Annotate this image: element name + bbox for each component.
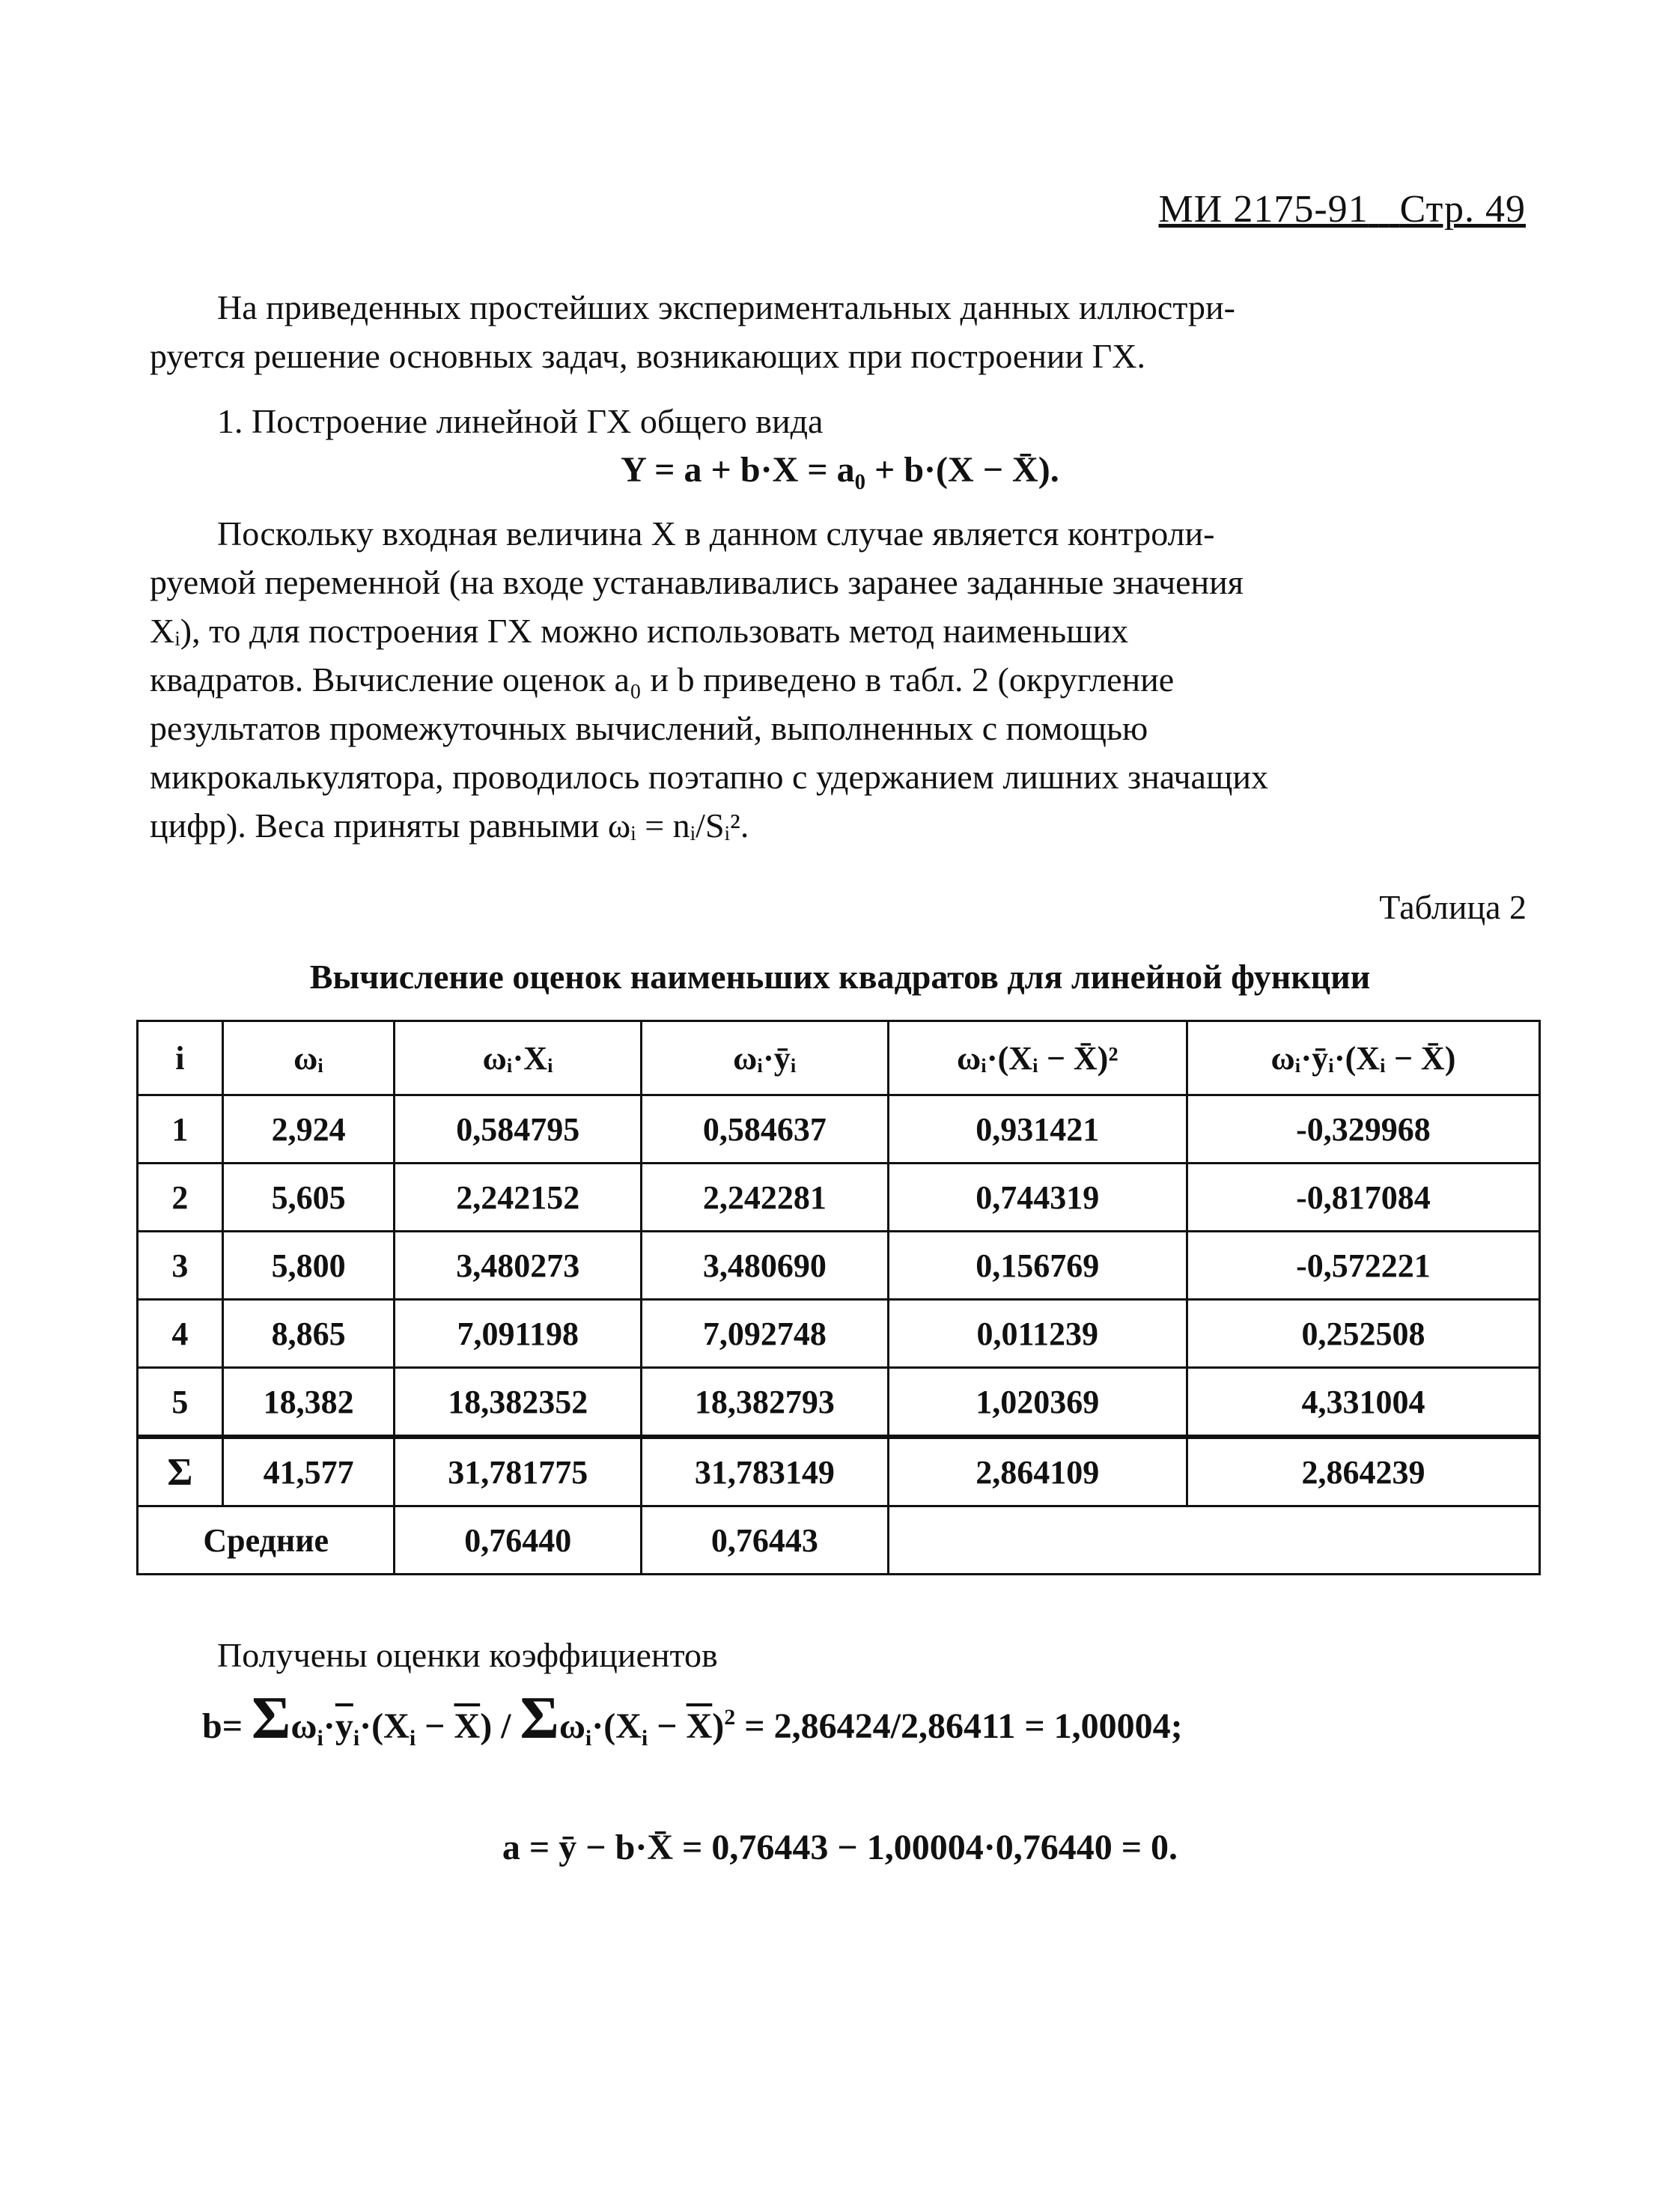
- table-cell: 3,480273: [395, 1232, 642, 1300]
- body-line-3: Xᵢ), то для построения ГХ можно использовать метод наименьших: [150, 612, 1129, 650]
- intro-paragraph: [150, 283, 1532, 380]
- table-row: [138, 1232, 1540, 1300]
- table-cell: 18,382: [222, 1368, 395, 1438]
- intro-line-1: На приведенных простейших экспериментальных данных иллюстри-: [217, 288, 1235, 326]
- table-label: Таблица 2: [1379, 888, 1527, 926]
- body-line-4: квадратов. Вычисление оценок a₀ и b приведено в табл. 2 (округление: [150, 660, 1175, 699]
- table-cell: 0,584637: [642, 1095, 889, 1164]
- mean-x-cell: 0,76440: [395, 1506, 642, 1575]
- table-cell: 18,382793: [642, 1368, 889, 1438]
- table-cell: 0,744319: [888, 1164, 1187, 1232]
- table-cell: 0,011239: [888, 1300, 1187, 1368]
- table-sum-row: [138, 1437, 1540, 1506]
- table-cell: 2,242152: [395, 1164, 642, 1232]
- table-cell: 5,800: [222, 1232, 395, 1300]
- section-title: 1. Построение линейной ГХ общего вида: [217, 402, 824, 440]
- body-line-5: результатов промежуточных вычислений, выполненных с помощью: [150, 709, 1148, 747]
- col-header: ωᵢ: [222, 1021, 395, 1095]
- table-cell: 5: [138, 1368, 223, 1438]
- results-heading: Получены оценки коэффициентов: [217, 1636, 718, 1674]
- table-cell: 2,864109: [888, 1437, 1187, 1506]
- table-cell: 0,252508: [1187, 1300, 1539, 1368]
- table-cell: 1,020369: [888, 1368, 1187, 1438]
- table-cell: 2,924: [222, 1095, 395, 1164]
- b-result: = 2,86424/2,86411 = 1,00004;: [744, 1706, 1183, 1746]
- table-header-row: [138, 1021, 1540, 1095]
- mean-label-cell: Средние: [138, 1506, 395, 1575]
- table-cell: 7,091198: [395, 1300, 642, 1368]
- model-formula: Y = a + b·X = a₀ + b·(X − X̄).: [621, 450, 1059, 490]
- table-cell: 7,092748: [642, 1300, 889, 1368]
- table-cell: 4,331004: [1187, 1368, 1539, 1438]
- table-title: Вычисление оценок наименьших квадратов для линейной функции: [309, 958, 1371, 996]
- col-header: i: [138, 1021, 223, 1095]
- table-cell: 2: [138, 1164, 223, 1232]
- table-row: [138, 1095, 1540, 1164]
- table-mean-row: [138, 1506, 1540, 1575]
- page-label: Стр. 49: [1399, 188, 1526, 231]
- results-table: [136, 1020, 1541, 1575]
- table-cell: 8,865: [222, 1300, 395, 1368]
- sum-symbol-cell: Σ: [138, 1437, 223, 1506]
- table-cell: 3: [138, 1232, 223, 1300]
- body-paragraph: [150, 509, 1532, 850]
- table-cell: 0,931421: [888, 1095, 1187, 1164]
- intro-line-2: руется решение основных задач, возникающих при построении ГХ.: [150, 337, 1145, 375]
- table-cell: 0,156769: [888, 1232, 1187, 1300]
- table-cell: 1: [138, 1095, 223, 1164]
- col-header: ωᵢ·Xᵢ: [395, 1021, 642, 1095]
- table-cell: 31,783149: [642, 1437, 889, 1506]
- table-cell: 3,480690: [642, 1232, 889, 1300]
- page-header: [1159, 187, 1526, 231]
- table-cell: 41,577: [222, 1437, 395, 1506]
- table-cell: 4: [138, 1300, 223, 1368]
- table-row: [138, 1300, 1540, 1368]
- table-cell: 2,242281: [642, 1164, 889, 1232]
- col-header: ωᵢ·(Xᵢ − X̄)²: [888, 1021, 1187, 1095]
- table-cell: 31,781775: [395, 1437, 642, 1506]
- table-row: [138, 1368, 1540, 1438]
- b-formula: $b= \Sigma\omega_i\cdot\overline{y}_i\cdot(X_i - \overline{X}) / \Sigma\omega_i\cdot(X_i - \overline{X})^2 = 2,86424/2,86411 = 1,00004$;: [202, 1685, 1183, 1751]
- col-header: ωᵢ·ȳᵢ: [642, 1021, 889, 1095]
- body-line-1: Поскольку входная величина X в данном случае является контроли-: [217, 514, 1215, 553]
- body-line-7: цифр). Веса приняты равными ωᵢ = nᵢ/Sᵢ².: [150, 806, 749, 845]
- mean-y-cell: 0,76443: [642, 1506, 889, 1575]
- table-cell: 0,584795: [395, 1095, 642, 1164]
- body-line-6: микрокалькулятора, проводилось поэтапно с удержанием лишних значащих: [150, 758, 1269, 796]
- body-line-2: руемой переменной (на входе устанавливались заранее заданные значения: [150, 563, 1244, 601]
- table-cell: -0,572221: [1187, 1232, 1539, 1300]
- table-cell: 5,605: [222, 1164, 395, 1232]
- doc-id: МИ 2175-91: [1158, 188, 1369, 231]
- table-cell: 2,864239: [1187, 1437, 1539, 1506]
- table-cell: -0,817084: [1187, 1164, 1539, 1232]
- col-header: ωᵢ·ȳᵢ·(Xᵢ − X̄): [1187, 1021, 1539, 1095]
- table-row: [138, 1164, 1540, 1232]
- table-cell: 18,382352: [395, 1368, 642, 1438]
- table-cell: -0,329968: [1187, 1095, 1539, 1164]
- empty-cell: [888, 1506, 1539, 1575]
- a-formula: a = ȳ − b·X̄ = 0,76443 − 1,00004·0,76440 = 0.: [502, 1828, 1178, 1867]
